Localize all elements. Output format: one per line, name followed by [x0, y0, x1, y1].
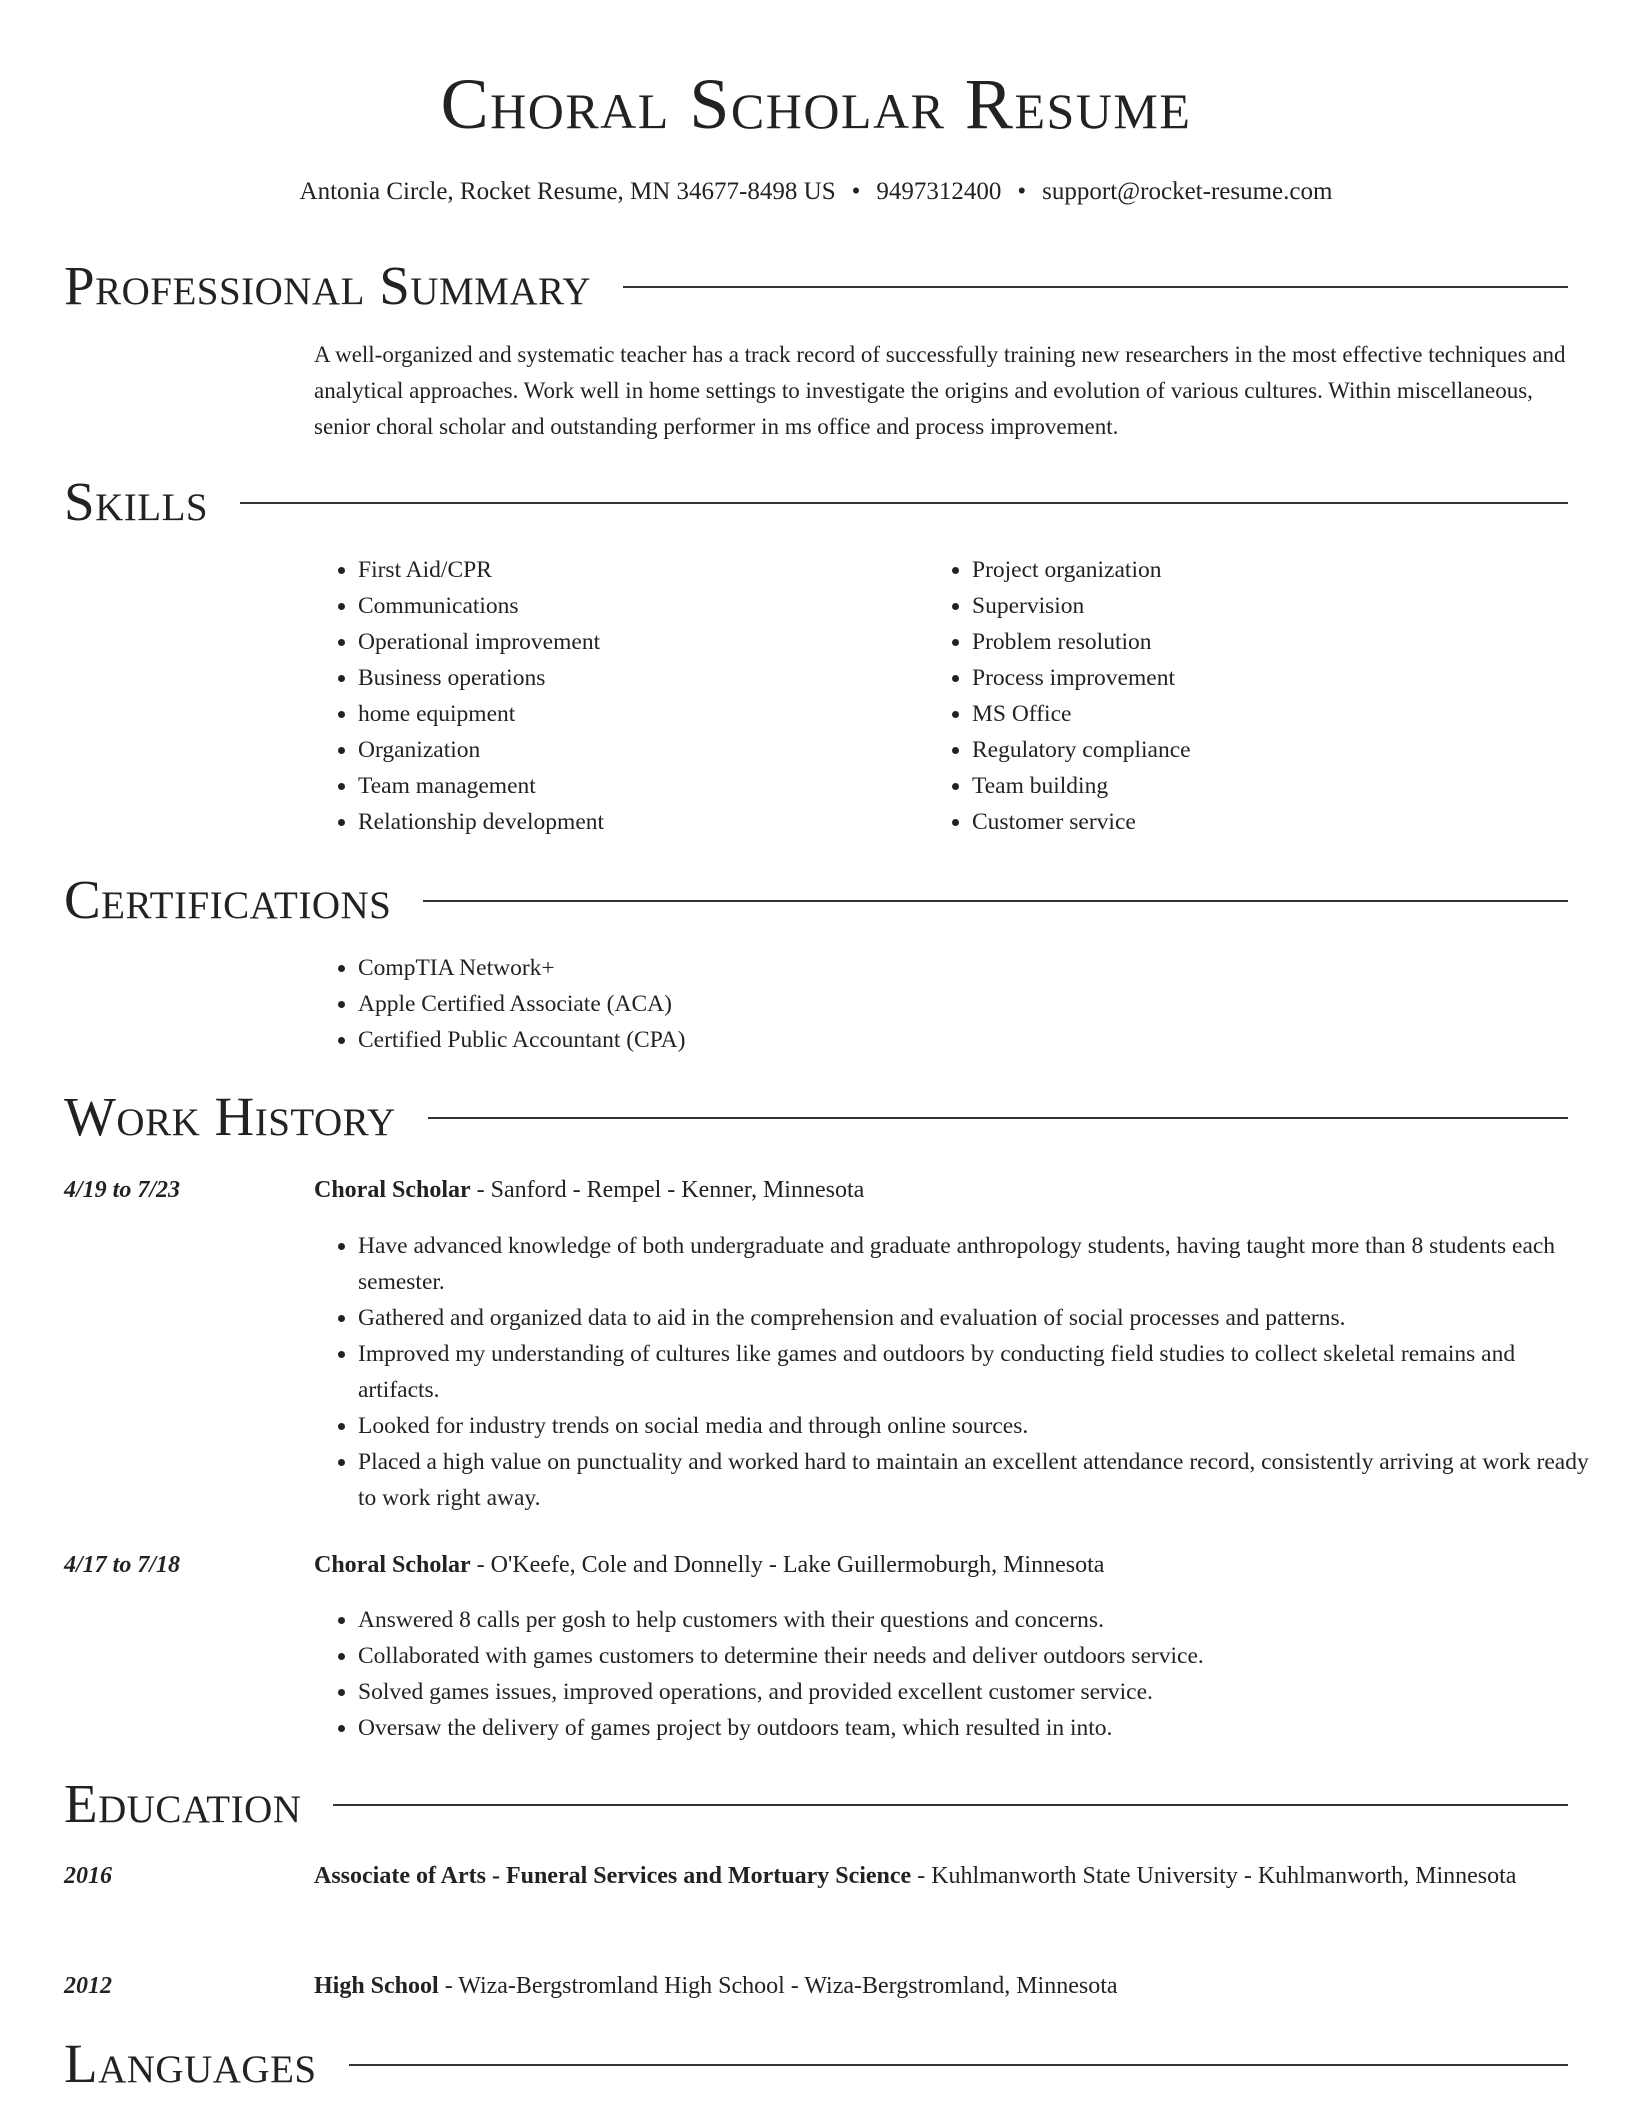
skill-item: • home equipment: [358, 696, 918, 732]
education-entry: [314, 1856, 1564, 1896]
certification-item: • Apple Certified Associate (ACA): [358, 986, 1358, 1022]
skill-item: • Relationship development: [358, 804, 918, 840]
contact-separator: •: [851, 178, 861, 205]
job-title: Choral Scholar: [314, 1552, 471, 1578]
section-heading-languages: [64, 2032, 1568, 2096]
job-duty: • Collaborated with games customers to determine their needs and deliver outdoors service.: [358, 1638, 1594, 1674]
education-degree: High School: [314, 1973, 439, 1999]
education-school: - Wiza-Bergstromland High School - Wiza-Bergstromland, Minnesota: [438, 1973, 1118, 1999]
job-duty: • Looked for industry trends on social media and through online sources.: [358, 1408, 1594, 1444]
job-employer: - Sanford - Rempel - Kenner, Minnesota: [470, 1177, 865, 1203]
job-duty: • Answered 8 calls per gosh to help customers with their questions and concerns.: [358, 1602, 1594, 1638]
skill-item: • Project organization: [972, 552, 1532, 588]
job-dates: 4/17 to 7/18: [64, 1552, 181, 1578]
section-title: Languages: [64, 2033, 317, 2094]
certifications-list: [314, 950, 1358, 1058]
section-heading-skills: [64, 470, 1568, 534]
skill-item: • Problem resolution: [972, 624, 1532, 660]
job-duty: • Placed a high value on punctuality and worked hard to maintain an excellent attendance record, consistently arriving at work ready to work right away.: [358, 1444, 1594, 1516]
skill-item: • Team building: [972, 768, 1532, 804]
section-divider: [428, 1117, 1568, 1119]
education-school: - Kuhlmanworth State University - Kuhlmanworth, Minnesota: [911, 1863, 1517, 1889]
skill-item: • First Aid/CPR: [358, 552, 918, 588]
job-heading: [314, 1545, 1564, 1585]
skill-item: • MS Office: [972, 696, 1532, 732]
section-divider: [333, 1804, 1568, 1806]
section-heading-summary: [64, 254, 1568, 318]
section-heading-work-history: [64, 1085, 1568, 1149]
section-title: Education: [64, 1773, 302, 1834]
contact-line: [0, 174, 1632, 210]
section-divider: [349, 2064, 1568, 2066]
section-heading-education: [64, 1772, 1568, 1836]
job-duties-list: [314, 1602, 1594, 1746]
skill-item: • Customer service: [972, 804, 1532, 840]
resume-title: Choral Scholar Resume: [440, 64, 1192, 144]
certification-item: • Certified Public Accountant (CPA): [358, 1022, 1358, 1058]
skill-item: • Team management: [358, 768, 918, 804]
job-duty: • Solved games issues, improved operations, and provided excellent customer service.: [358, 1674, 1594, 1710]
section-title: Professional Summary: [64, 255, 592, 316]
section-title: Certifications: [64, 869, 392, 930]
certification-item: • CompTIA Network+: [358, 950, 1358, 986]
job-duty: • Improved my understanding of cultures like games and outdoors by conducting field studies to collect skeletal remains and artifacts.: [358, 1336, 1594, 1408]
skill-item: • Organization: [358, 732, 918, 768]
education-degree: Associate of Arts - Funeral Services and Mortuary Science: [314, 1863, 912, 1889]
skill-item: • Regulatory compliance: [972, 732, 1532, 768]
section-heading-certifications: [64, 868, 1568, 932]
skill-item: • Business operations: [358, 660, 918, 696]
education-year: 2012: [64, 1973, 112, 1999]
skills-list-right: [928, 552, 1532, 840]
job-employer: - O'Keefe, Cole and Donnelly - Lake Guillermoburgh, Minnesota: [470, 1552, 1105, 1578]
section-divider: [240, 502, 1568, 504]
job-duty: • Have advanced knowledge of both undergraduate and graduate anthropology students, having taught more than 8 students each semester.: [358, 1228, 1594, 1300]
section-title: Skills: [64, 471, 209, 532]
job-heading: [314, 1170, 1564, 1210]
education-year: 2016: [64, 1863, 112, 1889]
section-divider: [423, 900, 1568, 902]
section-divider: [623, 286, 1568, 288]
contact-separator: •: [1017, 178, 1027, 205]
contact-email: support@rocket-resume.com: [1042, 178, 1333, 205]
education-entry: [314, 1966, 1564, 2006]
job-title: Choral Scholar: [314, 1177, 471, 1203]
skill-item: • Operational improvement: [358, 624, 918, 660]
skill-item: • Process improvement: [972, 660, 1532, 696]
contact-phone: 9497312400: [876, 178, 1002, 205]
job-duties-list: [314, 1228, 1594, 1516]
job-duty: • Gathered and organized data to aid in the comprehension and evaluation of social processes and patterns.: [358, 1300, 1594, 1336]
skill-item: • Communications: [358, 588, 918, 624]
contact-address: Antonia Circle, Rocket Resume, MN 34677-8498 US: [299, 178, 836, 205]
job-duty: • Oversaw the delivery of games project by outdoors team, which resulted in into.: [358, 1710, 1594, 1746]
job-dates: 4/19 to 7/23: [64, 1177, 181, 1203]
skills-list-left: [314, 552, 918, 840]
summary-text: A well-organized and systematic teacher has a track record of successfully training new researchers in the most effective techniques and analytical approaches. Work well in home settings to investigate the origins and evolution of various cultures. Within miscellaneous, senior choral scholar and outstanding performer in ms office and process improvement.: [314, 342, 1566, 439]
section-title: Work History: [64, 1086, 396, 1147]
skill-item: • Supervision: [972, 588, 1532, 624]
